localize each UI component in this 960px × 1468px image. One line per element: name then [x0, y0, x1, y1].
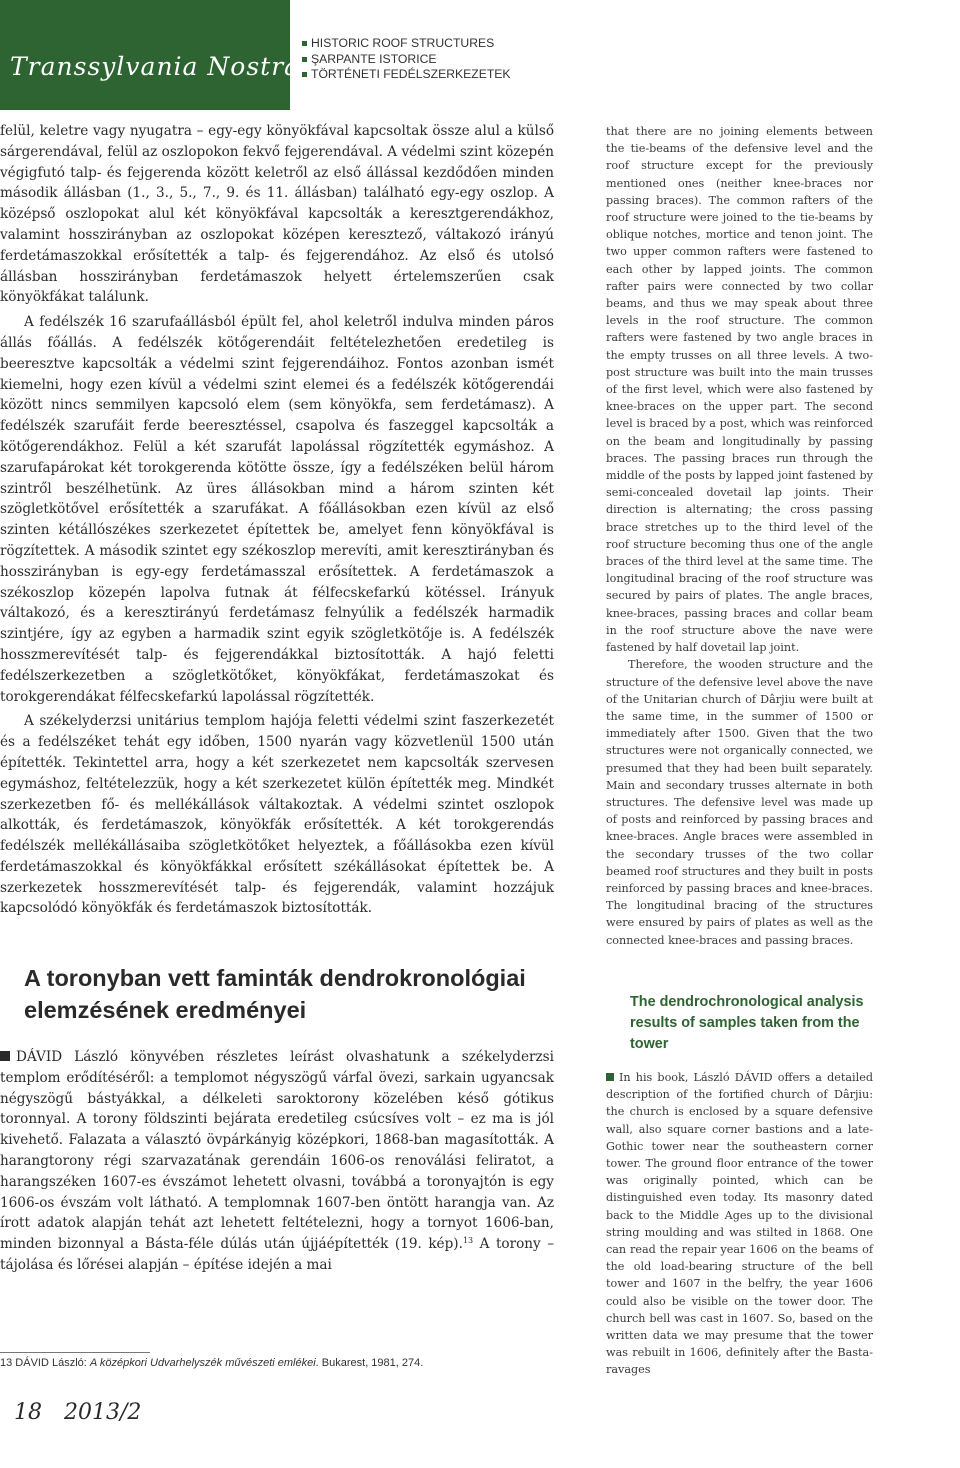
journal-logo-banner — [0, 0, 301, 110]
category-item — [302, 67, 511, 83]
footnote-suffix: . Bukarest, 1981, 274. — [315, 1357, 424, 1369]
category-label: HISTORIC ROOF STRUCTURES — [311, 36, 495, 50]
paragraph-start-square-icon — [606, 1073, 614, 1081]
category-item — [302, 52, 511, 68]
footnote — [0, 1357, 560, 1369]
body-paragraph: A székelyderzsi unitárius templom hajója feletti védelmi szint faszerkezetét és a fedélszéket tehát egy időben, 1500 nyarán vagy közvetlenül 1500 után építették. Tekintettel arra, hogy a két szerkezetet nem kapcsolták szervesen egymáshoz, feltételezzük, hogy a két szerkezetet külön építették meg. Mindkét szerkezetben fő- és mellékállások váltakoztak. A védelmi szintet oszlopok alkották, és ferdetámaszok, könyökfák erősítették. A két torokgerendás fedélszék mellékállásaiba szögletkötőket helyeztek, a főállásokba ezen kívül ferdetámaszokkal és könyökfákkal erősített székállásokat építettek be. A szerkezetek hosszmerevítését talp- és fejgerendák, valamint hozzájuk kapcsolódó könyökfák és ferdetámaszok biztosították. — [0, 713, 554, 917]
hungarian-section-body — [0, 1047, 554, 1276]
footnote-prefix: 13 DÁVID László: — [0, 1357, 90, 1369]
body-paragraph: A fedélszék 16 szarufaállásból épült fel, ahol keletről indulva minden páros állás főállás. A fedélszék kötőgerendáit feltételezhetően eredetileg is beeresztve kapcsolták a védelmi szint fejgerendáihoz. Fontos azonban ismét kiemelni, hogy ezen kívül a védelmi szint elemei és a fedélszék kötőgerendái között nincs semmilyen kapcsoló elem (sem könyökfa, sem ferdetámasz). A fedélszék szarufáit ferde beeresztéssel, csapolva és faszeggel kapcsolták a kötőgerendákhoz. Felül a két szarufát lapolással rögzítették egymáshoz. A szarufapárokat két torokgerenda kötötte össze, így a fedélszéken belül három szintről beszélhetünk. Az üres állásokban mind a három szinten két szögletkötővel erősítették a szarufákat. A főállásokban ezen kívül az első szinten kétállószékes szerkezetet építettek be, amelyet fenn könyökfával is rögzítettek. A második szintet egy székoszlop merevíti, amit keresztirányban és hosszirányban is egy-egy ferdetámasszal erősítettek. A ferdetámaszok a székoszlop közepén lapolva futnak át félfecskefarkú kötéssel. Irányuk váltakozó, és a keresztirányú ferdetámasz felnyúlik a fedélszék harmadik szintjére, így az egyben a harmadik szint egyik szögletkötője is. A fedélszék hosszmerevítését talp- és fejgerendákkal biztosították. A hajó feletti fedélszerkezetben a szögletkötőket, könyökfákat, ferdetámaszokat és torokgerendákat félfecskefarkú lapolással rögzítették. — [0, 314, 554, 705]
body-paragraph: Therefore, the wooden structure and the structure of the defensive level above the nave of the Unitarian church of Dârjiu were built at the same time, in the summer of 1500 or immediately after 1500. Given that the two structures were not organically connected, we presumed that they had been built separately. Main and secondary trusses alternate in both structures. The defensive level was made up of posts and reinforced by passing braces and knee-braces. Angle braces were assembled in the secondary trusses of the two collar beamed roof structures and they built in posts reinforced by passing braces and knee-braces. The longitudinal bracing of the structures were ensured by pairs of plates as well as the connected knee-braces and passing braces. — [606, 658, 873, 947]
body-paragraph — [0, 1047, 554, 1276]
english-section-body — [606, 1069, 873, 1379]
category-label: TÖRTÉNETI FEDÉLSZERKEZETEK — [311, 67, 511, 81]
bullet-square-icon — [302, 41, 307, 46]
paragraph-start-square-icon — [0, 1051, 10, 1061]
footnote-divider — [0, 1352, 150, 1353]
section-categories — [302, 36, 511, 83]
category-label: ŞARPANTE ISTORICE — [311, 51, 437, 66]
footnote-book-title: A középkori Udvarhelyszék művészeti emlékei — [89, 1357, 316, 1369]
issue-number: 2013/2 — [64, 1400, 142, 1425]
body-paragraph: that there are no joining elements between the tie-beams of the defensive level and the roof structure except for the previously mentioned ones (neither knee-braces nor passing braces). The common rafters of the roof structure were joined to the tie-beams by oblique notches, mortice and tenon joint. The two upper common rafters were fastened to each other by lapped joints. The common rafter pairs were connected by two collar beams, and thus we may speak about three levels in the roof structure. The common rafters were fastened by two angle braces in the empty trusses on all three levels. A two-post structure was built into the main trusses of the first level, which were also fastened by knee-braces on the upper part. The second level is braced by a post, which was reinforced on the beam and longitudinally by passing braces. The passing braces run through the middle of the posts by lapped joint fastened by semi-concealed dovetail lap joints. Their direction is alternating; the cross passing brace stretches up to the third level of the roof structure becoming thus one of the angle braces of the third level at the same time. The longitudinal bracing of the roof structure was secured by pairs of plates. The angle braces, knee-braces, passing braces and collar beam in the roof structure above the nave were fastened by half dovetail lap joint. — [606, 125, 873, 655]
section-text: DÁVID László könyvében részletes leírást olvashatunk a székelyderzsi templom erődítéséről: a templomot négyszögű várfal övezi, sarkain ugyancsak négyszögű bástyákkal, a délkeleti saroktorony közelében késő gótikus toronnyal. A torony földszinti bejárata eredetileg csúcsíves volt – ez ma is jól kivehető. Falazata a választó övpárkányig középkori, 1868-ban magasították. A harangtorony régi szarvazatának gerendáin 1606-os renoválási feliratot, a harangszéken 1607-es évszámot lehetett olvasni, továbbá a toronyajtón is egy 1606-os évszám volt látható. A templomnak 1607-ben öntött harangja van. Az írott adatok alapján tehát azt lehetett feltételezni, hogy a tornyot 1606-ban, minden bizonnyal a Básta-féle dúlás után újjáépítették (19. kép). — [0, 1049, 554, 1253]
footnote-reference[interactable]: 13 — [462, 1236, 474, 1246]
section-text-continued: A torony – tájolása és lőrései alapján – építése idején a mai — [0, 1236, 555, 1273]
english-body-column — [606, 123, 873, 949]
section-heading-english: The dendrochronological analysis results of samples taken from the tower — [630, 994, 864, 1052]
page-number: 18 — [14, 1400, 42, 1425]
bullet-square-icon — [302, 57, 307, 62]
section-text: In his book, László DÁVID offers a detailed description of the fortified church of Dârjiu: the church is enclosed by a square defensive wall, also square corner bastions and a late-Gothic tower near the southeastern corner tower. The ground floor entrance of the tower was originally pointed, which can be distinguished even today. Its masonry dated back to the Middle Ages up to the divisional string moulding and was stilted in 1868. One can read the repair year 1606 on the beams of the old load-bearing structure of the bell tower and 1607 in the belfry, the year 1606 could also be visible on the tower door. The church bell was cast in 1607. So, based on the written data we may presume that the tower was rebuilt in 1606, definitely after the Basta-ravages — [606, 1071, 873, 1377]
body-paragraph — [606, 1069, 873, 1379]
journal-logo-text: Transsylvania Nostra — [10, 52, 301, 81]
page-footer — [14, 1400, 141, 1425]
hungarian-body-column — [0, 121, 554, 919]
body-paragraph: felül, keletre vagy nyugatra – egy-egy könyökfával kapcsoltak össze alul a külső sárgerendával, felül az oszlopokon fekvő fejgerendával. A védelmi szint közepén végigfutó talp- és fejgerenda között keletről az első állással kezdődően minden második állásban (1., 3., 5., 7., 9. és 11. állásban) található egy-egy oszlop. A középső oszlopokat alul két könyökfával kapcsolták a keresztgerendákhoz, valamint hosszirányban az oszlopokat középen keresztező, váltakozó irányú ferdetámaszokkal erősítették a talp- és fejgerendához. Az első és utolsó állásban hosszirányban ferdetámaszok helyett értelemszerűen csak könyökfákat találunk. — [0, 123, 554, 306]
bullet-square-icon — [302, 72, 307, 77]
category-item — [302, 36, 511, 52]
section-heading-hungarian: A toronyban vett faminták dendrokronológiai elemzésének eredményei — [24, 965, 526, 1023]
